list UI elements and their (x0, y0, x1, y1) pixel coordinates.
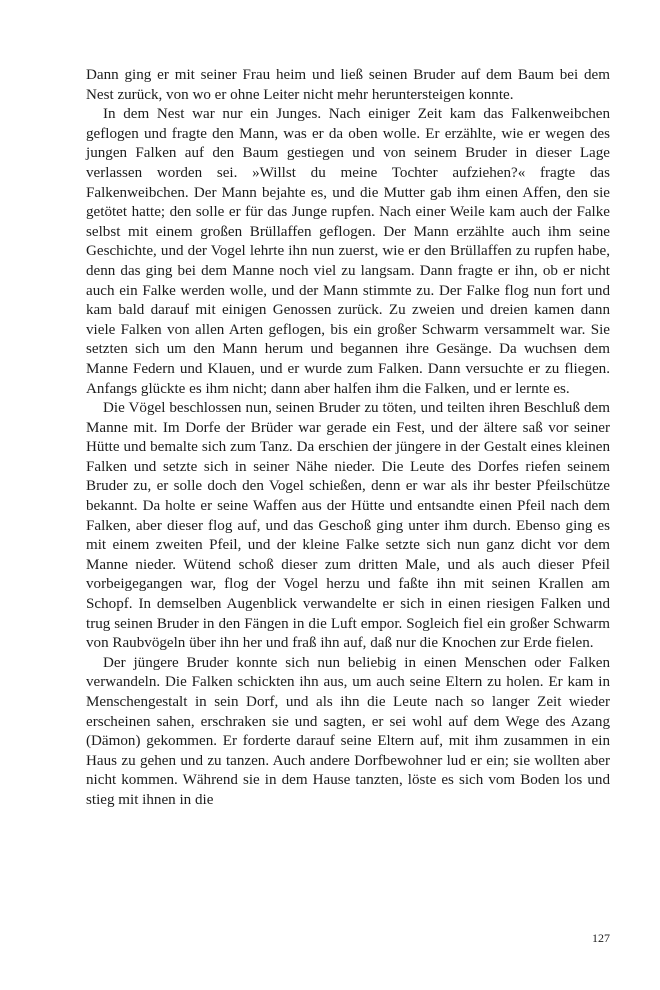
paragraph-4: Der jüngere Bruder konnte sich nun beliebig in einen Menschen oder Falken verwandeln. Die Falken schickten ihn aus, um auch seine Eltern zu holen. Er kam in Menschengestalt in sein Dorf, und als ihn die Leute nach so langer Zeit wieder erscheinen sahen, erschraken sie und sagten, er sei wohl auf dem Wege des Azang (Dämon) gekommen. Er forderte darauf seine Eltern auf, mit ihm zusammen in ein Haus zu gehen und zu tanzen. Auch andere Dorfbewohner lud er ein; sie wollten aber nicht kommen. Während sie in dem Hause tanzten, löste es sich vom Boden los und stieg mit ihnen in die (86, 654, 610, 808)
book-page (86, 66, 610, 811)
paragraph-1: Dann ging er mit seiner Frau heim und ließ seinen Bruder auf dem Baum bei dem Nest zurück, von wo er ohne Leiter nicht mehr heruntersteigen konnte. (86, 67, 610, 103)
paragraph-3: Die Vögel beschlossen nun, seinen Bruder zu töten, und teilten ihren Beschluß dem Manne mit. Im Dorfe der Brüder war gerade ein Fest, und der ältere saß vor seiner Hütte und bemalte sich zum Tanz. Da erschien der jüngere in der Gestalt eines kleinen Falken und setzte sich in seiner Nähe nieder. Die Leute des Dorfes riefen seinem Bruder zu, er solle doch den Vogel schießen, denn er war als ihr bester Pfeilschütze bekannt. Da holte er seine Waffen aus der Hütte und entsandte einen Pfeil nach dem Falken, aber dieser flog auf, und das Geschoß ging unter ihm durch. Ebenso ging es mit einem zweiten Pfeil, und der kleine Falke setzte sich nun ganz dicht vor dem Manne nieder. Wütend schoß dieser zum dritten Male, und als auch dieser Pfeil vorbeigegangen war, flog der Vogel herzu und faßte ihn mit seinen Krallen am Schopf. In demselben Augenblick verwandelte er sich in einen riesigen Falken und trug seinen Bruder in den Fängen in die Luft empor. Sogleich fiel ein großer Schwarm von Raubvögeln über ihn her und fraß ihn auf, daß nur die Knochen zur Erde fielen. (86, 400, 610, 652)
paragraph-2: In dem Nest war nur ein Junges. Nach einiger Zeit kam das Falkenweibchen geflogen und fragte den Mann, was er da oben wolle. Er erzählte, wie er wegen des jungen Falken auf den Baum gestiegen und von seinem Bruder in dieser Lage verlassen worden sei. »Willst du meine Tochter aufziehen?« fragte das Falkenweibchen. Der Mann bejahte es, und die Mutter gab ihm einen Affen, den sie getötet hatte; den solle er für das Junge rupfen. Nach einer Weile kam auch der Falke selbst mit einem großen Brüllaffen geflogen. Der Mann erzählte auch ihm seine Geschichte, und der Vogel lehrte ihn nun zuerst, wie er den Brüllaffen zu rupfen habe, denn das ging bei dem Manne noch viel zu langsam. Dann fragte er ihn, ob er nicht auch ein Falke werden wolle, und der Mann stimmte zu. Der Falke flog nun fort und kam bald darauf mit einigen Genossen zurück. Zu zweien und dreien kamen dann viele Falken von allen Arten geflogen, bis ein großer Schwarm versammelt war. Sie setzten sich um den Mann herum und begannen ihre Gesänge. Da wuchsen dem Manne Federn und Klauen, und er wurde zum Falken. Dann versuchte er zu fliegen. Anfangs glückte es ihm nicht; dann aber halfen ihm die Falken, und er lernte es. (86, 106, 610, 397)
page-number: 127 (592, 931, 610, 945)
